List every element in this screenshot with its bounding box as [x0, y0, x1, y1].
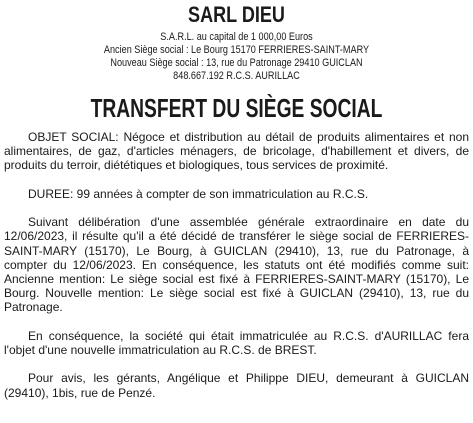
company-header — [4, 31, 469, 83]
company-name: SARL DIEU — [188, 2, 285, 27]
notice-body — [4, 130, 469, 400]
rcs-line: 848.667.192 R.C.S. AURILLAC — [173, 70, 300, 82]
paragraph-immatriculation: En conséquence, la société qui était immatriculée au R.C.S. d'AURILLAC fera l'objet d'une nouvelle immatriculation au R.C.S. de BREST. — [4, 328, 469, 357]
old-headquarters-line: Ancien Siège social : Le Bourg 15170 FERRIERES-SAINT-MARY — [103, 44, 370, 56]
paragraph-objet-social: OBJET SOCIAL: Négoce et distribution au détail de produits alimentaires et non alimentaires, de gaz, d'articles ménagers, de bricolage, d'habillement et divers, de produits du terroir, diététiques et biologiques, tous services de proximité. — [4, 130, 469, 173]
notice-title: TRANSFERT DU SIÈGE SOCIAL — [90, 93, 383, 123]
capital-line: S.A.R.L. au capital de 1 000,00 Euros — [160, 31, 313, 43]
paragraph-pour-avis: Pour avis, les gérants, Angélique et Philippe DIEU, demeurant à GUICLAN (29410), 1bis, rue de Penzé. — [4, 371, 469, 400]
paragraph-duree: DUREE: 99 années à compter de son immatriculation au R.C.S. — [28, 186, 369, 201]
paragraph-deliberation: Suivant délibération d'une assemblée générale extraordinaire en date du 12/06/2023, il résulte qu'il a été décidé de transférer le siège social de FERRIERES-SAINT-MARY (15170), Le Bourg, à GUICLAN (29410), 13, rue du Patronage, à compter du 12/06/2023. En conséquence, les statuts ont été modifiés comme suit: Ancienne mention: Le siège social est fixé à FERRIERES-SAINT-MARY (15170), Le Bourg. Nouvelle mention: Le siège social est fixé à GUICLAN (29410), 13, rue du Patronage. — [4, 215, 469, 315]
new-headquarters-line: Nouveau Siège social : 13, rue du Patronage 29410 GUICLAN — [110, 57, 363, 69]
